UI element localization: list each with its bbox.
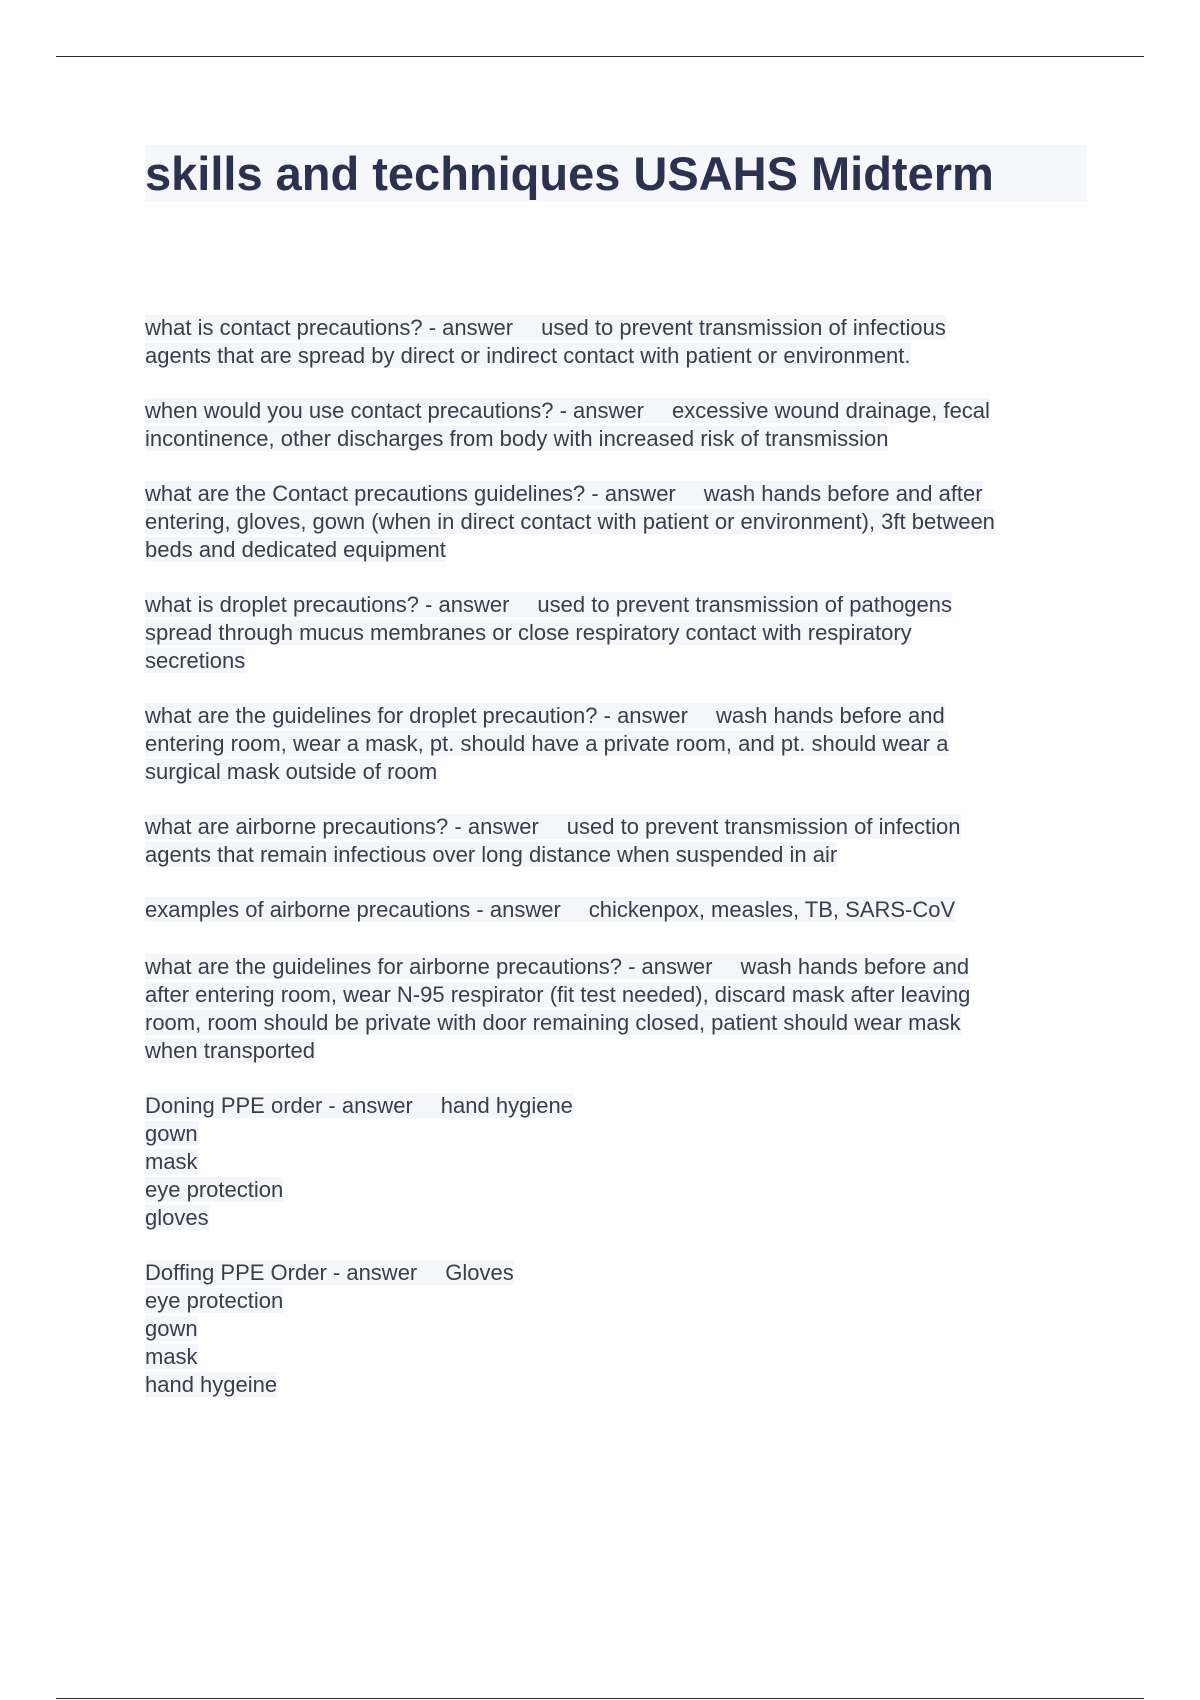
answer-text: eye protection xyxy=(145,1177,284,1202)
question-text: Doffing PPE Order - answer xyxy=(145,1260,418,1285)
qa-card-4 xyxy=(145,591,1085,675)
answer-text: entering, gloves, gown (when in direct contact with patient or environment), 3ft between xyxy=(145,509,995,534)
qa-card-9 xyxy=(145,1092,1085,1232)
question-text: examples of airborne precautions - answer xyxy=(145,897,561,922)
answer-text: gloves xyxy=(145,1205,209,1230)
answer-text: hand hygeine xyxy=(145,1372,278,1397)
answer-text: wash hands before and xyxy=(740,954,970,979)
qa-card-10 xyxy=(145,1259,1085,1399)
question-text: what are airborne precautions? - answer xyxy=(145,814,539,839)
answer-text: gown xyxy=(145,1121,198,1146)
answer-text: used to prevent transmission of pathogens xyxy=(537,592,953,617)
answer-text: agents that are spread by direct or indirect contact with patient or environment. xyxy=(145,343,911,368)
qa-card-5 xyxy=(145,702,1085,786)
answer-text: entering room, wear a mask, pt. should have a private room, and pt. should wear a xyxy=(145,731,949,756)
answer-text: hand hygiene xyxy=(440,1093,573,1118)
qa-card-2 xyxy=(145,397,1085,453)
answer-text: agents that remain infectious over long distance when suspended in air xyxy=(145,842,838,867)
question-text: what is contact precautions? - answer xyxy=(145,315,514,340)
bottom-divider xyxy=(56,1698,1144,1699)
qa-card-3 xyxy=(145,480,1085,564)
question-text: what are the Contact precautions guidelines? - answer xyxy=(145,481,676,506)
document-title: skills and techniques USAHS Midterm xyxy=(145,145,1087,202)
question-text: what are the guidelines for droplet precaution? - answer xyxy=(145,703,688,728)
answer-text: after entering room, wear N-95 respirator (fit test needed), discard mask after leaving xyxy=(145,982,971,1007)
qa-card-1 xyxy=(145,314,1085,370)
answer-text: mask xyxy=(145,1149,198,1174)
answer-text: wash hands before and after xyxy=(703,481,983,506)
answer-text: eye protection xyxy=(145,1288,284,1313)
answer-text: used to prevent transmission of infection xyxy=(566,814,961,839)
answer-text: mask xyxy=(145,1344,198,1369)
question-text: what are the guidelines for airborne precautions? - answer xyxy=(145,954,713,979)
qa-card-7 xyxy=(145,896,1085,924)
top-divider xyxy=(56,56,1144,57)
answer-text: room, room should be private with door remaining closed, patient should wear mask xyxy=(145,1010,961,1035)
answer-text: chickenpox, measles, TB, SARS-CoV xyxy=(588,897,956,922)
question-text: what is droplet precautions? - answer xyxy=(145,592,510,617)
question-text: when would you use contact precautions? - answer xyxy=(145,398,644,423)
answer-text: incontinence, other discharges from body with increased risk of transmission xyxy=(145,426,889,451)
answer-text: secretions xyxy=(145,648,246,673)
answer-text: Gloves xyxy=(445,1260,514,1285)
answer-text: spread through mucus membranes or close respiratory contact with respiratory xyxy=(145,620,912,645)
answer-text: used to prevent transmission of infectious xyxy=(541,315,946,340)
qa-card-8 xyxy=(145,953,1085,1065)
qa-card-6 xyxy=(145,813,1085,869)
answer-text: wash hands before and xyxy=(716,703,945,728)
question-text: Doning PPE order - answer xyxy=(145,1093,413,1118)
answer-text: excessive wound drainage, fecal xyxy=(671,398,990,423)
answer-text: gown xyxy=(145,1316,198,1341)
answer-text: beds and dedicated equipment xyxy=(145,537,446,562)
answer-text: when transported xyxy=(145,1038,315,1063)
answer-text: surgical mask outside of room xyxy=(145,759,438,784)
